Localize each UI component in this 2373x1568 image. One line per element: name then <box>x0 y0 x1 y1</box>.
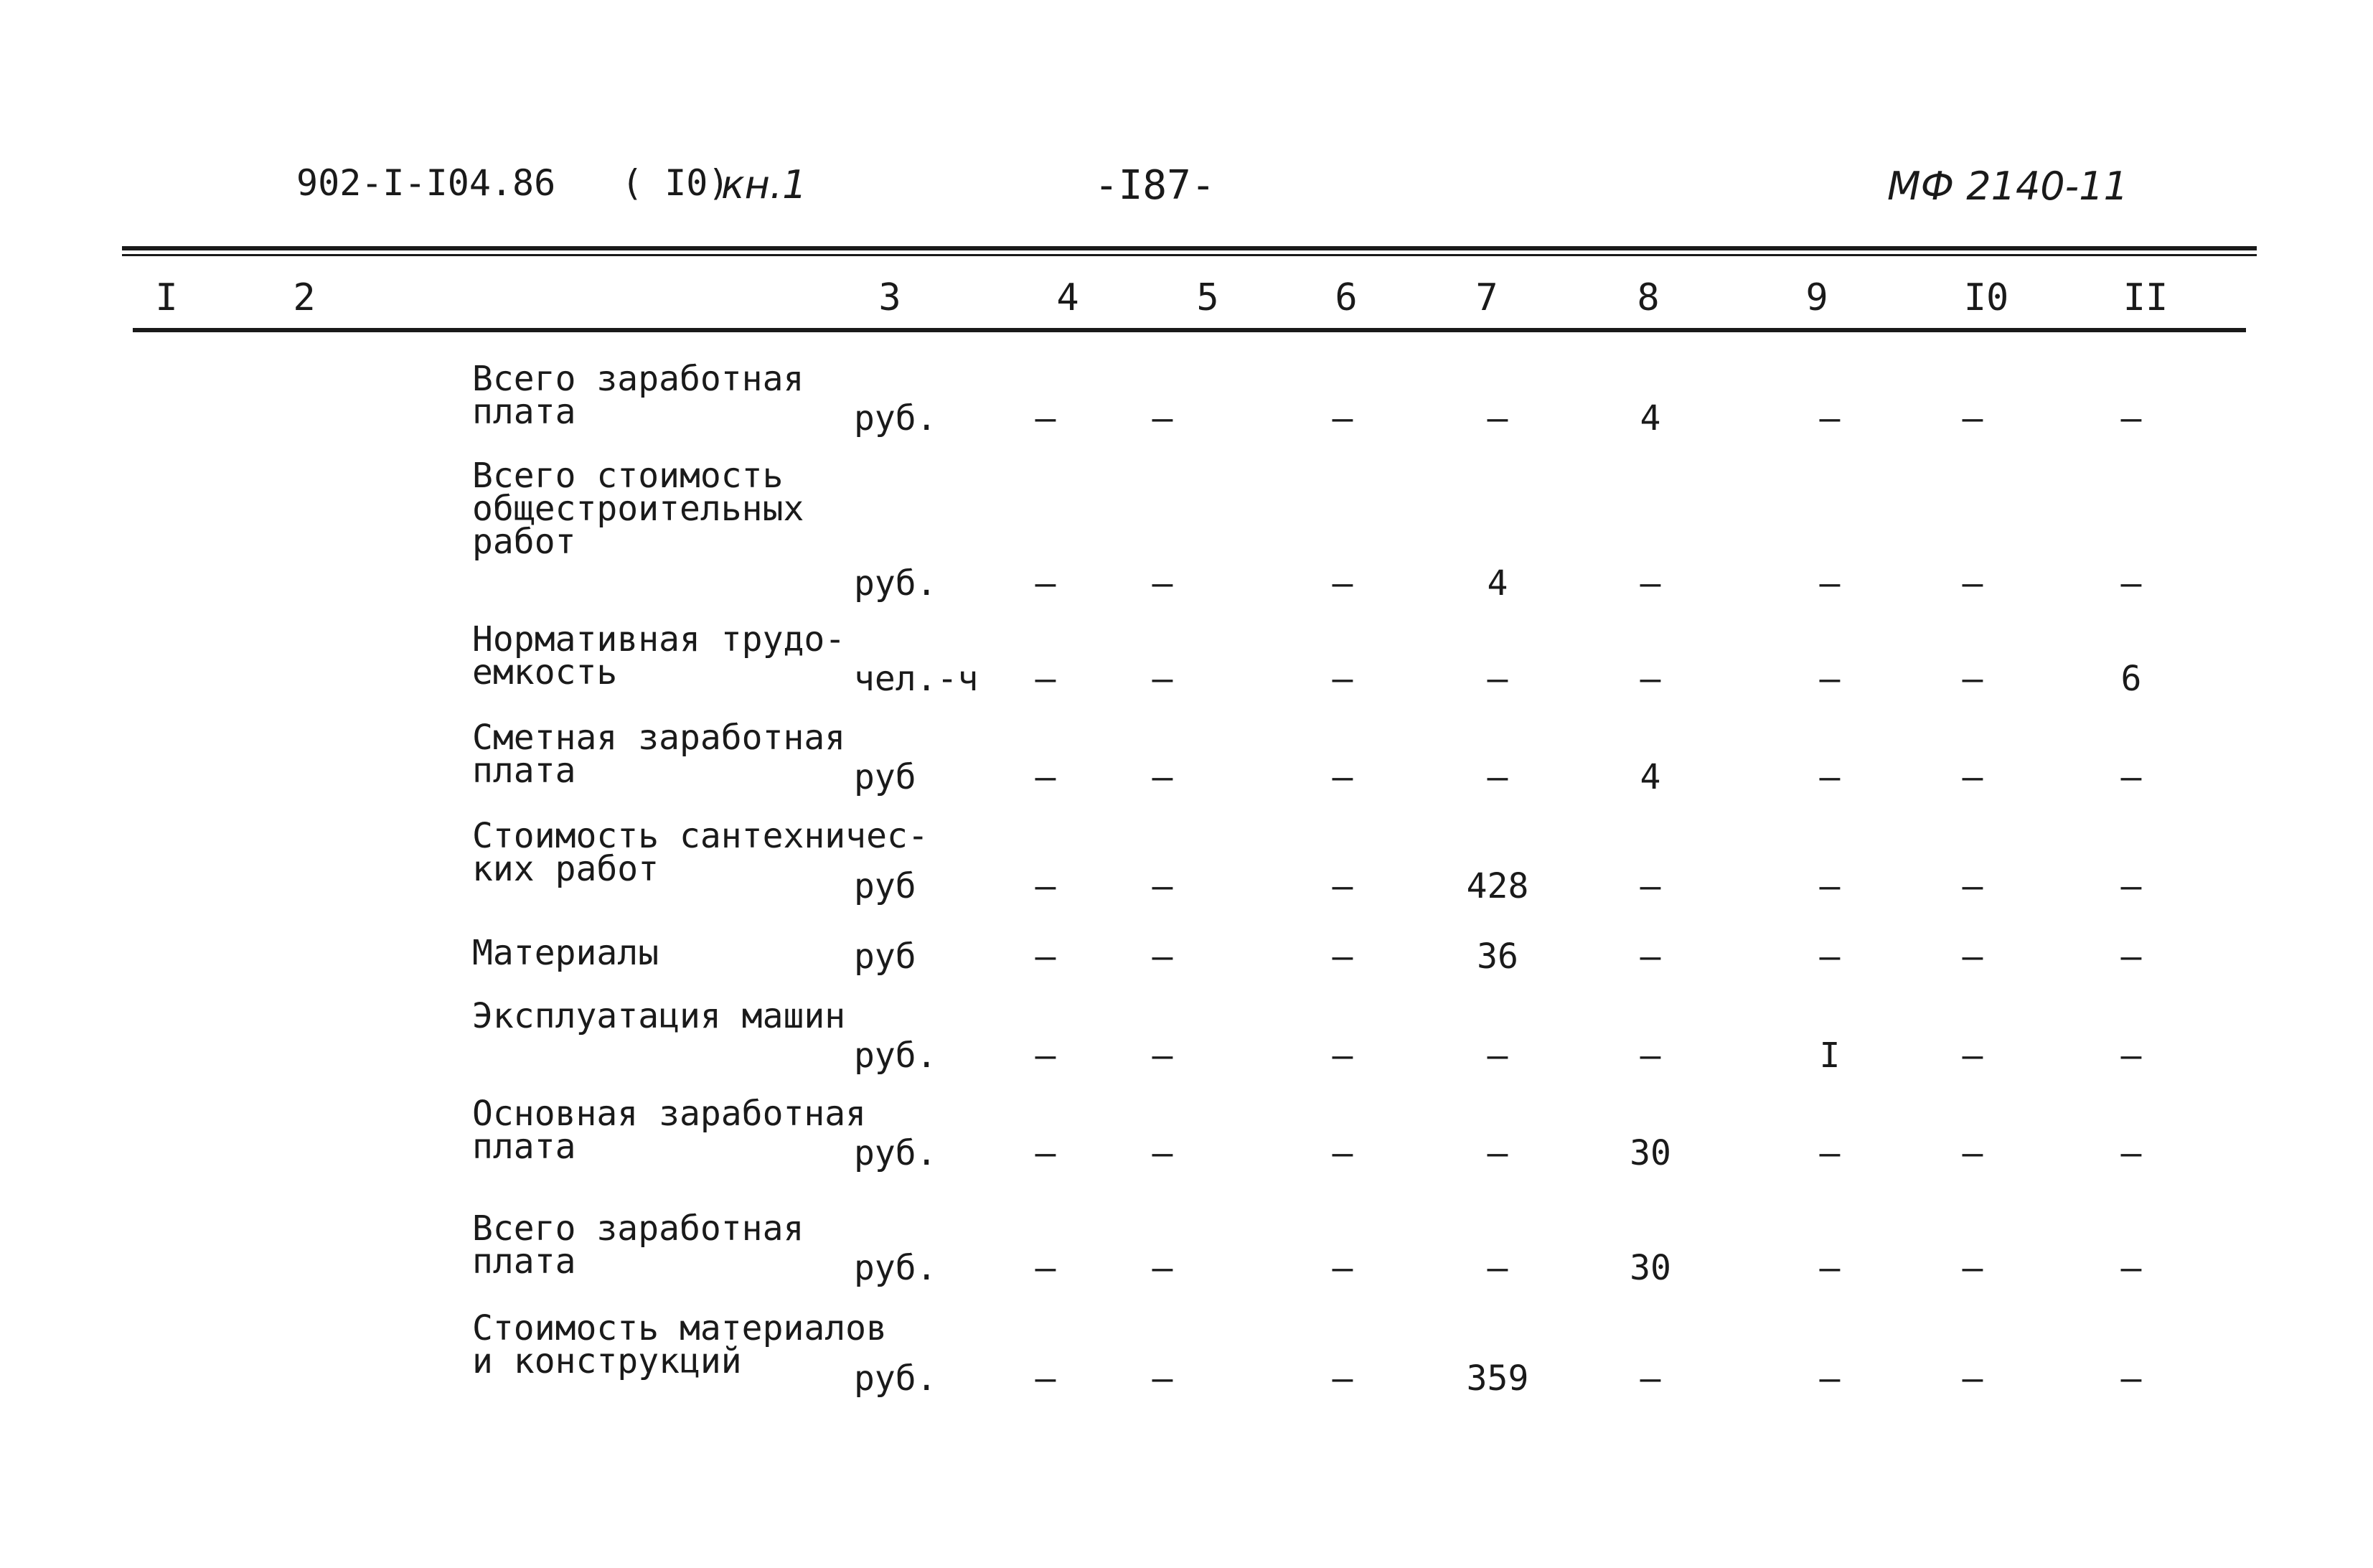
row-value: – <box>1640 866 1661 906</box>
row-value: – <box>1152 866 1173 906</box>
row-value: – <box>1962 866 1983 906</box>
column-number: 4 <box>1056 276 1079 319</box>
row-value: 359 <box>1466 1358 1529 1399</box>
row-value: – <box>1035 398 1056 438</box>
row-value: – <box>1487 1133 1508 1173</box>
row-value: – <box>1962 563 1983 604</box>
row-unit: руб. <box>854 563 937 604</box>
column-number: 5 <box>1196 276 1219 319</box>
row-value: – <box>1332 866 1353 906</box>
row-label: Всего заработная плата <box>472 359 804 432</box>
row-value: – <box>1487 1036 1508 1076</box>
row-value: – <box>1962 398 1983 438</box>
column-number: I <box>155 276 178 319</box>
column-number: 9 <box>1805 276 1828 319</box>
row-label: Материалы <box>472 933 659 973</box>
row-value: 4 <box>1640 398 1661 438</box>
row-value: – <box>1152 659 1173 699</box>
row-value: 30 <box>1630 1248 1671 1288</box>
row-value: 428 <box>1466 866 1529 906</box>
row-value: – <box>2120 1358 2142 1399</box>
row-value: – <box>1819 1133 1841 1173</box>
row-value: – <box>1640 936 1661 977</box>
row-value: – <box>2120 757 2142 797</box>
row-value: – <box>1640 1358 1661 1399</box>
row-value: – <box>1332 1036 1353 1076</box>
row-value: – <box>1640 659 1661 699</box>
row-value: – <box>1962 1248 1983 1288</box>
row-value: – <box>1962 1036 1983 1076</box>
row-value: – <box>2120 563 2142 604</box>
row-value: – <box>1152 1358 1173 1399</box>
row-label: Нормативная трудо- емкость <box>472 619 846 693</box>
column-number: 3 <box>878 276 901 319</box>
row-value: – <box>2120 398 2142 438</box>
row-value: – <box>2120 1133 2142 1173</box>
row-value: – <box>1487 398 1508 438</box>
row-value: – <box>1035 1036 1056 1076</box>
row-value: – <box>1332 936 1353 977</box>
row-value: – <box>1152 563 1173 604</box>
row-value: – <box>1332 659 1353 699</box>
row-value: – <box>1035 866 1056 906</box>
row-unit: руб <box>854 936 916 977</box>
row-value: – <box>1332 1248 1353 1288</box>
row-unit: руб. <box>854 1248 937 1288</box>
row-value: – <box>1035 936 1056 977</box>
row-value: – <box>1819 1248 1841 1288</box>
row-unit: руб. <box>854 1358 937 1399</box>
row-value: – <box>1962 936 1983 977</box>
row-value: – <box>1819 757 1841 797</box>
row-value: – <box>1152 1036 1173 1076</box>
row-value: 30 <box>1630 1133 1671 1173</box>
row-unit: руб. <box>854 398 937 438</box>
row-unit: руб <box>854 757 916 797</box>
book-handwritten: кн.1 <box>721 162 807 207</box>
row-value: I <box>1819 1036 1841 1076</box>
row-value: – <box>1332 1358 1353 1399</box>
row-value: – <box>1819 563 1841 604</box>
row-value: – <box>1332 1133 1353 1173</box>
row-label: Всего заработная плата <box>472 1208 804 1282</box>
document-code: 902-I-I04.86 <box>296 162 556 204</box>
top-double-rule-thin <box>122 254 2257 256</box>
page-number: -I87- <box>1094 162 1216 209</box>
row-value: 36 <box>1477 936 1518 977</box>
column-number: II <box>2123 276 2168 319</box>
row-value: – <box>1962 1133 1983 1173</box>
row-value: – <box>1819 866 1841 906</box>
row-value: – <box>2120 866 2142 906</box>
row-label: Стоимость сантехничес- ких работ <box>472 816 929 889</box>
row-value: – <box>1035 563 1056 604</box>
row-label: Стоимость материалов и конструкций <box>472 1308 887 1381</box>
row-label: Основная заработная плата <box>472 1094 867 1167</box>
row-value: – <box>2120 1248 2142 1288</box>
header-rule <box>133 328 2246 332</box>
row-value: – <box>1487 659 1508 699</box>
row-unit: руб <box>854 866 916 906</box>
row-value: – <box>1035 1248 1056 1288</box>
row-value: – <box>2120 1036 2142 1076</box>
row-value: – <box>1962 659 1983 699</box>
row-value: – <box>1152 1248 1173 1288</box>
row-value: – <box>1035 1133 1056 1173</box>
row-value: – <box>1962 757 1983 797</box>
archive-stamp: МФ 2140-11 <box>1887 164 2128 209</box>
row-value: – <box>1487 1248 1508 1288</box>
row-value: – <box>2120 936 2142 977</box>
row-value: – <box>1962 1358 1983 1399</box>
row-value: – <box>1152 936 1173 977</box>
row-value: – <box>1035 659 1056 699</box>
row-value: – <box>1152 1133 1173 1173</box>
top-double-rule <box>122 246 2257 250</box>
row-label: Сметная заработная плата <box>472 718 846 791</box>
row-value: – <box>1819 936 1841 977</box>
row-unit: руб. <box>854 1036 937 1076</box>
column-number: I0 <box>1963 276 2009 319</box>
row-value: 6 <box>2120 659 2142 699</box>
row-value: 4 <box>1487 563 1508 604</box>
column-number: 2 <box>293 276 316 319</box>
row-value: – <box>1640 563 1661 604</box>
row-value: – <box>1819 398 1841 438</box>
row-value: – <box>1332 563 1353 604</box>
column-number: 6 <box>1335 276 1358 319</box>
row-unit: руб. <box>854 1133 937 1173</box>
row-value: – <box>1152 757 1173 797</box>
row-value: – <box>1819 659 1841 699</box>
row-value: – <box>1152 398 1173 438</box>
row-value: – <box>1332 398 1353 438</box>
row-value: – <box>1487 757 1508 797</box>
row-unit: чел.-ч <box>854 659 979 699</box>
row-value: – <box>1819 1358 1841 1399</box>
row-value: – <box>1332 757 1353 797</box>
row-label: Эксплуатация машин <box>472 996 846 1036</box>
row-value: – <box>1640 1036 1661 1076</box>
column-number: 7 <box>1475 276 1498 319</box>
row-value: – <box>1035 757 1056 797</box>
row-value: – <box>1035 1358 1056 1399</box>
row-label: Всего стоимость общестроительных работ <box>472 456 804 562</box>
row-value: 4 <box>1640 757 1661 797</box>
column-number: 8 <box>1637 276 1660 319</box>
book-number: ( I0) <box>621 162 730 204</box>
